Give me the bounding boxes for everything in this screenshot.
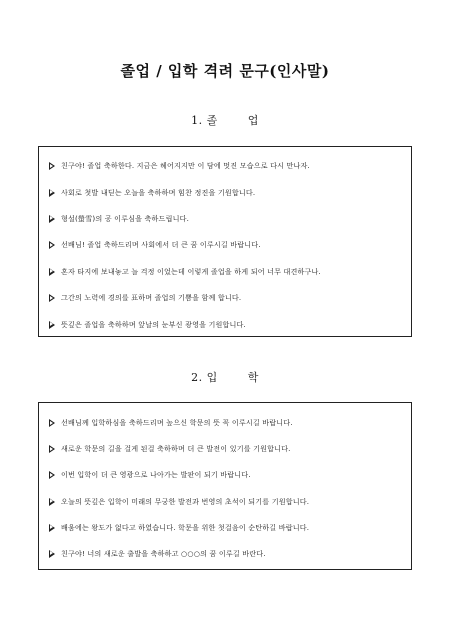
triangle-marker-icon xyxy=(49,445,55,453)
message-line xyxy=(49,179,405,205)
message-line xyxy=(49,206,405,232)
triangle-marker-icon xyxy=(49,550,55,558)
page-title: 졸업 / 입학 격려 문구(인사말) xyxy=(120,62,330,80)
message-line xyxy=(49,541,405,567)
triangle-marker-icon xyxy=(49,419,55,427)
triangle-marker-icon xyxy=(49,162,55,170)
triangle-marker-icon xyxy=(49,498,55,506)
section-heading-text: 입 학 xyxy=(206,371,259,384)
message-line xyxy=(49,462,405,488)
message-text: 오늘의 뜻깊은 입학이 미래의 무궁한 발전과 번영의 초석이 되기를 기원합니다. xyxy=(61,496,310,506)
message-line xyxy=(49,259,405,285)
section-number: 2. xyxy=(191,371,203,384)
message-line xyxy=(49,285,405,311)
message-text: 그간의 노력에 경의를 표하며 졸업의 기쁨을 함께 합니다. xyxy=(61,293,242,303)
triangle-marker-icon xyxy=(49,294,55,302)
triangle-marker-icon xyxy=(49,471,55,479)
triangle-marker-icon xyxy=(49,189,55,197)
message-text: 뜻깊은 졸업을 축하하며 앞날의 눈부신 광영을 기원합니다. xyxy=(61,319,246,329)
section-heading-admission xyxy=(0,369,450,385)
message-line xyxy=(49,232,405,258)
message-text: 혼자 타지에 보내놓고 늘 걱정 이었는데 이렇게 졸업을 하게 되어 너무 대견하구나. xyxy=(61,266,321,276)
message-line xyxy=(49,515,405,541)
message-text: 친구야! 너의 새로운 출발을 축하하고 ○○○의 꿈 이루길 바란다. xyxy=(61,549,266,559)
section-heading-text: 졸 업 xyxy=(206,114,259,127)
triangle-marker-icon xyxy=(49,215,55,223)
message-text: 친구야! 졸업 축하한다. 지금은 헤어지지만 이 담에 멋진 모습으로 다시 만나자. xyxy=(61,161,310,171)
message-line xyxy=(49,311,405,337)
message-line xyxy=(49,489,405,515)
triangle-marker-icon xyxy=(49,268,55,276)
admission-message-box xyxy=(38,402,412,570)
message-line xyxy=(49,153,405,179)
section-number: 1. xyxy=(191,114,203,127)
message-text: 선배님! 졸업 축하드리며 사회에서 더 큰 꿈 이루시길 바랍니다. xyxy=(61,240,261,250)
message-text: 새로운 학문의 길을 걸게 된걸 축하하며 더 큰 발전이 있기를 기원합니다. xyxy=(61,444,291,454)
message-text: 사회로 첫발 내딛는 오늘을 축하하며 힘찬 정진을 기원합니다. xyxy=(61,187,256,197)
message-text: 선배님께 입학하심을 축하드리며 높으신 학문의 뜻 꼭 이루시길 바랍니다. xyxy=(61,418,293,428)
message-text: 형설(螢雪)의 공 이루심을 축하드립니다. xyxy=(61,213,189,223)
graduation-message-box xyxy=(38,146,412,337)
triangle-marker-icon xyxy=(49,241,55,249)
message-line xyxy=(49,436,405,462)
section-heading-graduation xyxy=(0,112,450,128)
triangle-marker-icon xyxy=(49,321,55,329)
message-text: 이번 입학이 더 큰 영광으로 나아가는 발판이 되기 바랍니다. xyxy=(61,470,251,480)
message-text: 배움에는 왕도가 없다고 하였습니다. 학문을 위한 첫걸음이 순탄하길 바랍니다. xyxy=(61,522,310,532)
triangle-marker-icon xyxy=(49,524,55,532)
message-line xyxy=(49,410,405,436)
